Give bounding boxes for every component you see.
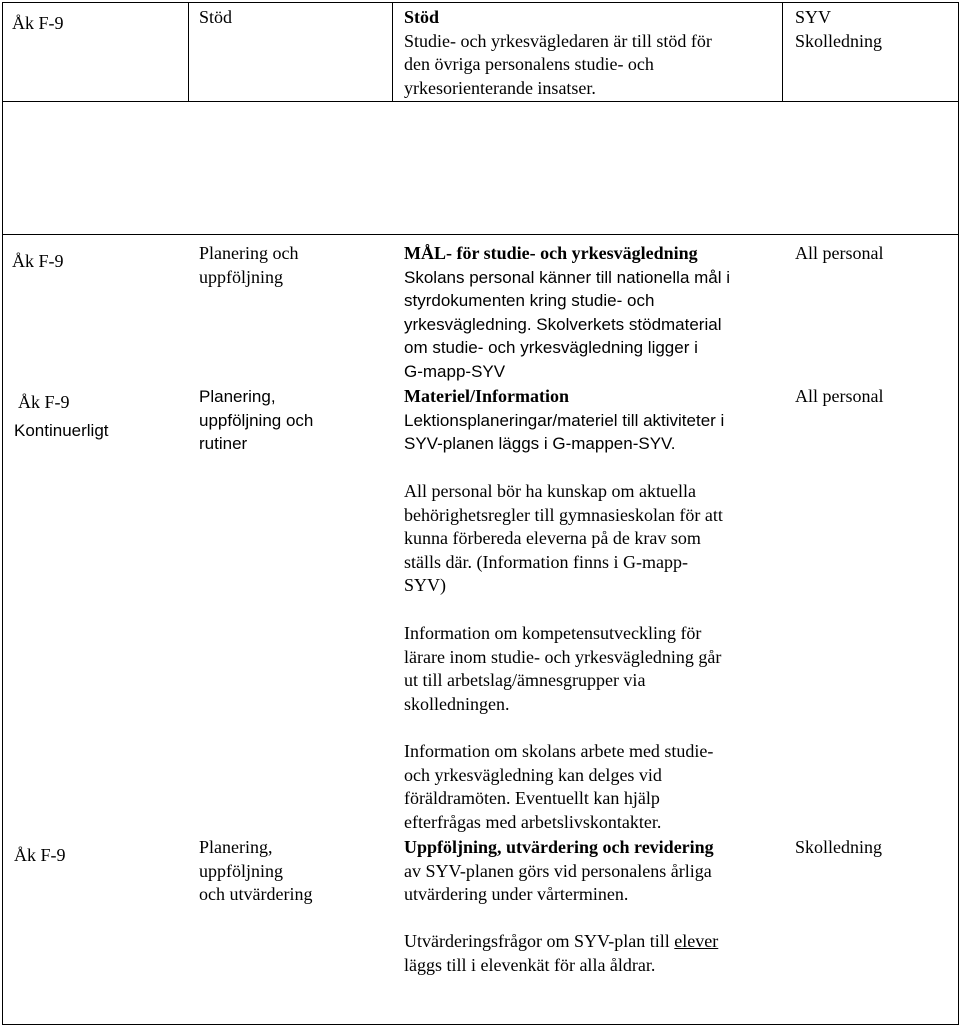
row-divider [2,101,958,102]
frequency-text: Kontinuerligt [14,420,109,440]
responsible-cell: All personal [795,243,884,263]
activity-heading: Stöd [404,7,440,27]
area-line: Planering och [199,243,299,263]
activity-cell [404,242,730,383]
activity-heading: MÅL- för studie- och yrkesvägledning [404,243,698,263]
activity-cell [404,6,712,100]
activity-heading: Uppföljning, utvärdering och revidering [404,837,714,857]
activity-text-line: av SYV-planen görs vid personalens årliga [404,860,712,881]
table-border-bottom [2,1024,958,1025]
area-cell [199,836,312,907]
responsible-line: SYV [795,7,832,27]
activity-text-line: All personal bör ha kunskap om aktuella [404,481,696,501]
activity-text-line: G-mapp-SYV [404,361,506,381]
row-divider [2,234,958,235]
activity-text-line: Lektionsplaneringar/materiel till aktiviteter i [404,410,725,430]
activity-text-line: föräldramöten. Eventuellt kan hjälp [404,788,660,808]
area-line: Planering, [199,837,273,857]
activity-text-line: kunna förbereda eleverna på de krav som [404,528,701,548]
activity-text-line: Skolans personal känner till nationella mål i [404,267,731,287]
activity-text-line: Studie- och yrkesvägledaren är till stöd för [404,30,712,51]
activity-text-line: den övriga personalens studie- och [404,54,654,74]
activity-text-line: skolledningen. [404,693,510,714]
area-line: Planering, [199,387,276,406]
activity-cell [404,836,714,907]
elever-link[interactable]: elever [674,931,719,951]
activity-text-line: läggs till i elevenkät för alla åldrar. [404,954,656,975]
area-line: uppföljning och [199,410,314,430]
activity-text-line: styrdokumenten kring studie- och [404,291,655,310]
activity-paragraph [404,740,713,834]
activity-cell [404,385,724,456]
responsible-line: Skolledning [795,30,883,51]
activity-text-line: SYV) [404,575,447,595]
activity-text-line: ut till arbetslag/ämnesgrupper via [404,670,646,690]
responsible-cell: All personal [795,386,884,406]
table-border-top [2,2,958,3]
area-cell [199,242,298,289]
activity-text-line: yrkesvägledning. Skolverkets stödmaterial [404,314,722,334]
activity-text-line [404,930,718,954]
activity-text-line: och yrkesvägledning kan delges vid [404,764,662,785]
activity-text-line: Information om skolans arbete med studie- [404,741,714,761]
activity-text-line: yrkesorienterande insatser. [404,77,596,98]
activity-text-segment: Utvärderingsfrågor om SYV-plan till [404,931,675,951]
activity-text-line: Information om kompetensutveckling för [404,623,702,643]
area-line: rutiner [199,434,248,453]
column-divider [188,2,189,101]
column-divider [2,2,3,1025]
column-divider [782,2,783,101]
activity-text-line: ställs där. (Information finns i G-mapp- [404,551,688,572]
grade-cell [14,391,109,442]
activity-text-line: utvärdering under vårterminen. [404,884,629,904]
grade-cell: Åk F-9 [12,13,64,33]
activity-text-line: SYV-planen läggs i G-mappen-SYV. [404,434,676,453]
activity-paragraph [404,930,718,977]
activity-paragraph [404,480,723,598]
activity-text-line: behörighetsregler till gymnasieskolan för att [404,504,723,525]
area-cell: Stöd [199,7,233,27]
area-line: uppföljning [199,860,283,881]
column-divider [392,2,393,101]
area-line: uppföljning [199,266,283,287]
grade-cell: Åk F-9 [14,845,66,865]
activity-text-line: efterfrågas med arbetslivskontakter. [404,811,662,832]
grade-text: Åk F-9 [18,392,70,412]
activity-text-line: lärare inom studie- och yrkesvägledning går [404,646,722,667]
responsible-cell [795,6,882,53]
column-divider [958,2,959,1025]
area-cell [199,385,313,456]
activity-paragraph [404,622,721,716]
grade-cell: Åk F-9 [12,251,64,271]
area-line: och utvärdering [199,884,313,904]
activity-text-line: om studie- och yrkesvägledning ligger i [404,338,698,357]
responsible-cell: Skolledning [795,837,883,857]
activity-heading: Materiel/Information [404,386,569,406]
